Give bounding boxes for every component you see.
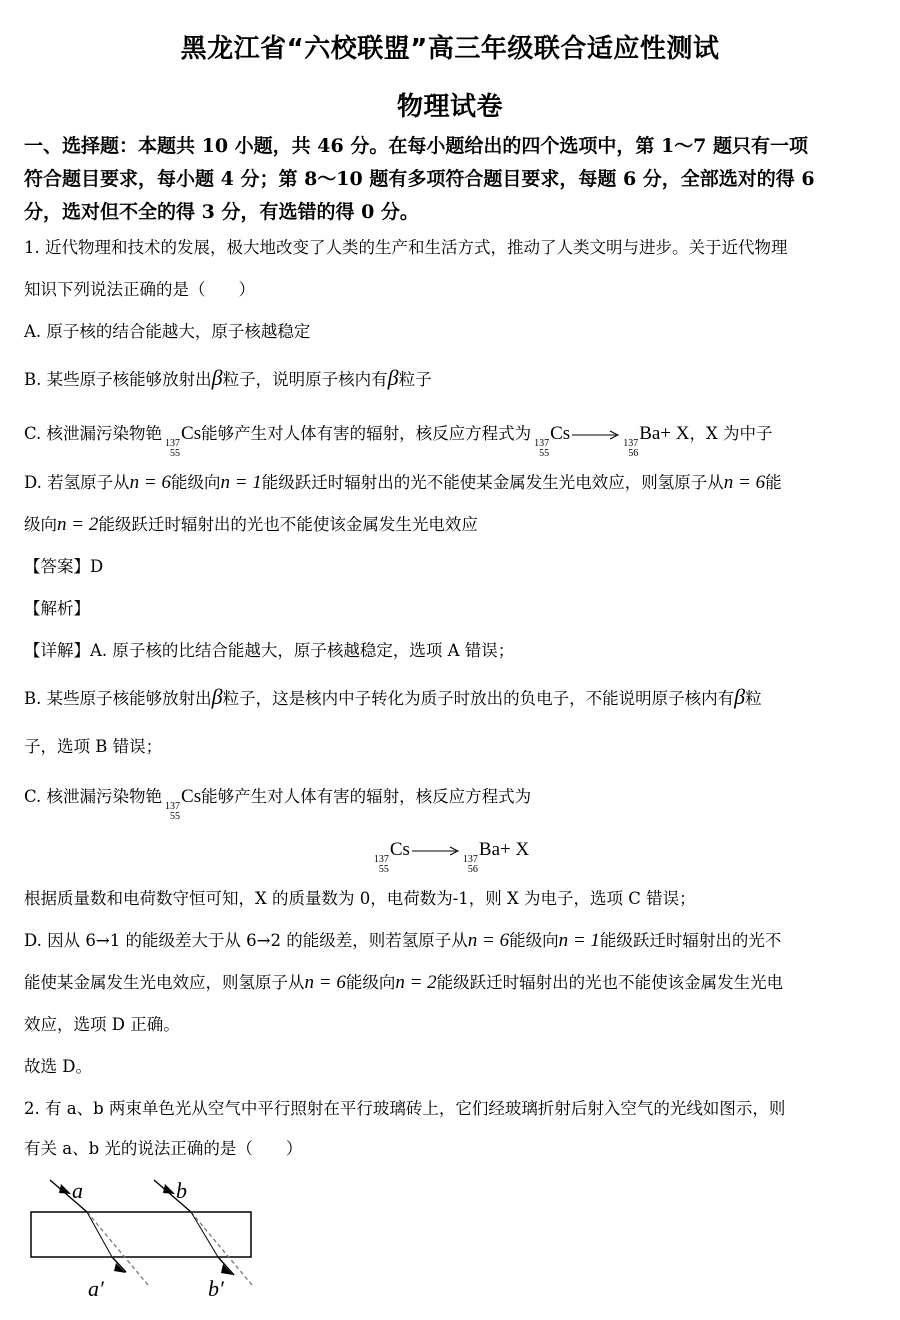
- q1-option-c: [24, 422, 884, 459]
- cs-nuclide-notation: 137 55: [534, 438, 550, 459]
- n-equals-6: n = 6: [129, 472, 171, 493]
- q1-detail-c-conclusion: 根据质量数和电荷数守恒可知，X 的质量数为 0，电荷数为-1，则 X 为电子，选项 C 错误；: [24, 889, 696, 908]
- ray-a-dashed-extension: [87, 1212, 148, 1285]
- q1-detail-a: 【详解】A. 原子核的比结合能越大，原子核越稳定，选项 A 错误；: [24, 641, 515, 660]
- n-equals-1: n = 1: [220, 472, 262, 493]
- q1-option-a: A. 原子核的结合能越大，原子核越稳定: [24, 322, 311, 341]
- n-equals-6: n = 6: [467, 930, 510, 951]
- q2-stem-line-2: 有关 a、b 光的说法正确的是（ ）: [24, 1139, 303, 1158]
- q1-option-c-text: C. 核泄漏污染物铯: [24, 424, 163, 443]
- cs-symbol: Cs: [181, 786, 202, 807]
- n-equals-1: n = 1: [558, 930, 600, 951]
- reaction-arrow-icon: [570, 429, 620, 441]
- q2-glass-slab-figure: [20, 1172, 280, 1312]
- beta-symbol: β: [387, 365, 399, 390]
- cs-nuclide-notation: 137 55: [373, 854, 389, 875]
- beta-symbol: β: [734, 684, 746, 709]
- ba-symbol: Ba: [639, 423, 661, 444]
- ray-a-prime-arrow-icon: [114, 1263, 126, 1273]
- plus-x: + X: [500, 839, 530, 860]
- ray-b-arrow-icon: [163, 1184, 175, 1194]
- n-equals-6: n = 6: [304, 972, 346, 993]
- q1-detail-c: C. 核泄漏污染物铯 137 55 Cs能够产生对人体有害的辐射，核反应方程式为: [24, 786, 532, 822]
- q1-detail-d-line-1: D. 因从 6→1 的能级差大于从 6→2 的能级差，则若氢原子从n = 6能级向n = 1能级跃迁时辐射出的光不: [24, 930, 782, 951]
- q1-analysis-heading: 【解析】: [24, 599, 90, 618]
- label-b: b: [176, 1178, 187, 1203]
- cs-nuclide-notation: 137 55: [165, 801, 181, 822]
- ray-b-prime-arrow-icon: [221, 1264, 233, 1275]
- beta-symbol: β: [211, 684, 223, 709]
- n-equals-2: n = 2: [57, 514, 99, 535]
- n-equals-6: n = 6: [723, 472, 766, 493]
- cs-symbol: Cs: [181, 423, 202, 444]
- q1-option-b-text: 粒子: [398, 370, 432, 389]
- cs-nuclide-notation: 137 55: [165, 438, 181, 459]
- ba-nuclide-notation: 137 56: [623, 438, 639, 459]
- q1-stem-line-2: 知识下列说法正确的是（ ）: [24, 280, 255, 299]
- q1-detail-b-line-1: B. 某些原子核能够放射出β粒子，这是核内中子转化为质子时放出的负电子，不能说明原子核内有β粒: [24, 684, 762, 709]
- q1-detail-d-line-3: 效应，选项 D 正确。: [24, 1015, 180, 1034]
- cs-symbol: Cs: [550, 423, 571, 444]
- section-instructions-line-3: 分，选对但不全的得 3 分，有选错的得 0 分。: [24, 201, 419, 223]
- q1-option-d-line-1: D. 若氢原子从n = 6能级向n = 1能级跃迁时辐射出的光不能使某金属发生光电效应，则氢原子从n = 6能: [24, 472, 782, 493]
- q1-stem-line-1: 1. 近代物理和技术的发展，极大地改变了人类的生产和生活方式，推动了人类文明与进步。关于近代物理: [24, 238, 788, 257]
- ray-b-refracted: [191, 1212, 218, 1257]
- ba-symbol: Ba: [478, 839, 500, 860]
- label-b-prime: b′: [208, 1276, 224, 1301]
- q1-option-b: [24, 366, 884, 392]
- plus-x: + X: [660, 423, 690, 444]
- beta-symbol: β: [211, 365, 223, 390]
- ba-nuclide-notation: 137 56: [462, 854, 478, 875]
- q1-detail-b-line-2: 子，选项 B 错误；: [24, 737, 163, 756]
- reaction-arrow-icon: [410, 845, 460, 857]
- ray-a-arrow-icon: [59, 1184, 71, 1194]
- q1-option-c-text: ，X 为中子: [689, 424, 773, 443]
- ray-a-refracted: [87, 1212, 112, 1257]
- cs-symbol: Cs: [389, 839, 410, 860]
- exam-title: 黑龙江省“六校联盟”高三年级联合适应性测试: [180, 34, 720, 64]
- section-instructions-line-2: 符合题目要求，每小题 4 分；第 8～10 题有多项符合题目要求，每题 6 分，全部选对的得 6: [24, 168, 815, 190]
- label-a-prime: a′: [88, 1276, 104, 1301]
- label-a: a: [72, 1178, 83, 1203]
- ray-b-dashed-extension: [191, 1212, 252, 1285]
- q1-reaction-equation: [0, 838, 900, 875]
- exam-subtitle: 物理试卷: [396, 92, 503, 122]
- q1-option-c-text: 能够产生对人体有害的辐射，核反应方程式为: [201, 424, 532, 443]
- glass-slab: [31, 1212, 251, 1257]
- q1-conclusion: 故选 D。: [24, 1057, 92, 1076]
- q2-stem-line-1: 2. 有 a、b 两束单色光从空气中平行照射在平行玻璃砖上，它们经玻璃折射后射入空气的光线如图示，则: [24, 1099, 786, 1118]
- q1-answer: 【答案】D: [24, 557, 104, 576]
- q1-detail-d-line-2: 能使某金属发生光电效应，则氢原子从n = 6能级向n = 2能级跃迁时辐射出的光也不能使该金属发生光电: [24, 972, 784, 993]
- q1-option-b-text: 粒子，说明原子核内有: [222, 370, 388, 389]
- q1-option-d-line-2: 级向n = 2能级跃迁时辐射出的光也不能使该金属发生光电效应: [24, 514, 478, 535]
- q1-option-b-text: B. 某些原子核能够放射出: [24, 370, 212, 389]
- section-instructions-line-1: 一、选择题：本题共 10 小题，共 46 分。在每小题给出的四个选项中，第 1～7 题只有一项: [24, 135, 809, 157]
- n-equals-2: n = 2: [395, 972, 437, 993]
